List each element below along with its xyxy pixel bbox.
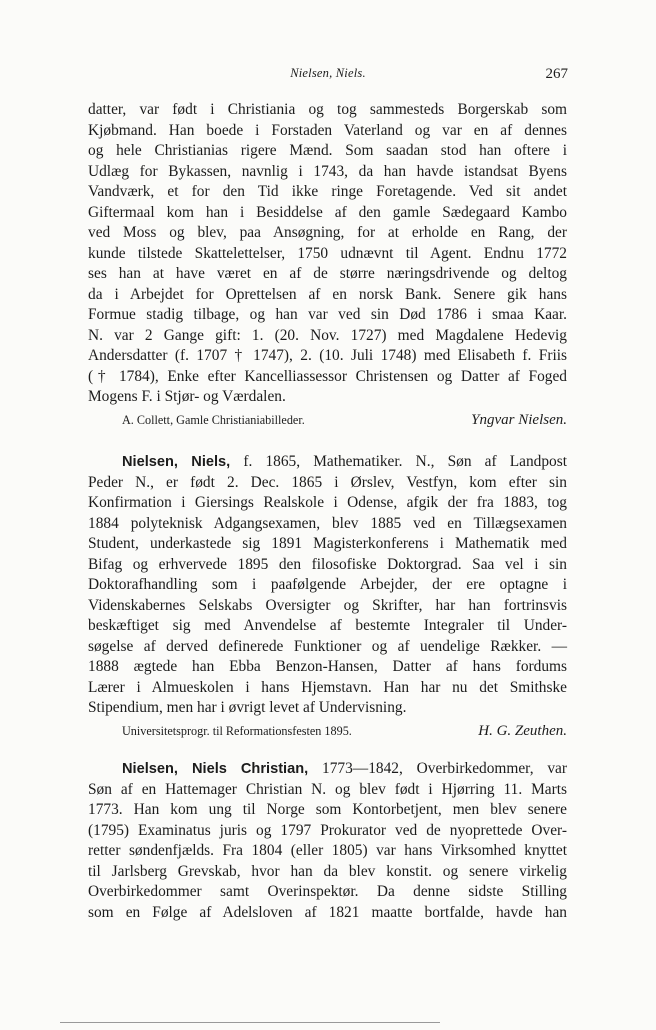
text-line: Lærer i Almueskolen i hans Hjemstavn. Han har nu det Smithske	[88, 678, 567, 696]
text-line: Bifag og erhvervede 1895 den filosofiske Doktorgrad. Saa vel i sin	[88, 555, 567, 573]
text-line: Giftermaal kom han i Besiddelse af den gamle Sædegaard Kambo	[88, 203, 567, 221]
source-text: Universitetsprogr. til Reformationsfesten 1895.	[122, 723, 352, 738]
text-line: Peder N., er født 2. Dec. 1865 i Ørslev, Vestfyn, kom efter sin	[88, 473, 567, 491]
text-line: Konfirmation i Giersings Realskole i Odense, afgik der fra 1883, tog	[88, 494, 567, 511]
entry-nielsen-continuation	[88, 100, 567, 432]
author-signature: Yngvar Nielsen.	[471, 411, 567, 428]
text-fragment: f. 1865, Mathematiker. N., Søn af Landpost	[230, 453, 567, 470]
text-line: ved Moss og blev, paa Ansøgning, for at erholde en Rang, der	[88, 224, 567, 241]
headword: Nielsen, Niels,	[122, 454, 231, 470]
text-line: datter, var født i Christiania og tog sammesteds Borgerskab som	[88, 101, 567, 118]
text-line: († 1784), Enke efter Kancelliassessor Christensen og Datter af Foged	[88, 367, 567, 385]
text-line: kunde tilstede Skattelettelser, 1750 udnævnt til Agent. Endnu 1772	[88, 244, 567, 262]
author-signature: H. G. Zeuthen.	[478, 722, 567, 739]
text-line: søgelse af derved definerede Funktioner og af uendelige Rækker. —	[88, 637, 567, 655]
text-line: Udlæg for Bykassen, navnlig i 1743, da han havde istandsat Byens	[88, 162, 567, 180]
text-line: 1773. Han kom ung til Norge som Kontorbetjent, men blev senere	[88, 801, 567, 818]
text-line: beskæftiget sig med Anvendelse af bestemte Integraler til Under-	[88, 617, 567, 634]
text-line: Videnskabernes Selskabs Oversigter og Skrifter, har han fortrinsvis	[88, 596, 567, 614]
source-citation	[88, 719, 567, 743]
text-line: da i Arbejdet for Oprettelsen af en norsk Bank. Senere gik hans	[88, 285, 567, 303]
entry-first-line	[88, 452, 567, 473]
text-line: Overbirkedommer samt Overinspektør. Da denne sidste Stilling	[88, 883, 567, 900]
entry-nielsen-niels	[88, 452, 567, 743]
headword: Nielsen, Niels Christian,	[122, 761, 309, 777]
text-line: Søn af en Hattemager Christian N. og blev født i Hjørring 11. Marts	[88, 780, 567, 798]
text-line: 1884 polyteknisk Adgangsexamen, blev 1885 ved en Tillægsexamen	[88, 514, 567, 532]
text-line: (1795) Examinatus juris og 1797 Prokurator ved de nyoprettede Over-	[88, 821, 567, 839]
running-head	[0, 66, 656, 86]
text-line: Vandværk, et for den Tid ikke ringe Foretagende. Ved sit andet	[88, 183, 567, 200]
text-line: Kjøbmand. Han boede i Forstaden Vaterland og var en af dennes	[88, 121, 567, 139]
running-title: Nielsen, Niels.	[290, 66, 366, 80]
text-line: og hele Christianias rigere Mænd. Som saadan stod han oftere i	[88, 142, 567, 159]
text-line: Doktorafhandling som i paafølgende Arbejder, der ere optagne i	[88, 576, 567, 593]
text-line: Formue stadig tilbage, og han var ved sin Død 1786 i smaa Kaar.	[88, 306, 567, 323]
text-line: 1888 ægtede han Ebba Benzon-Hansen, Datter af hans fordums	[88, 658, 567, 675]
entry-first-line	[88, 759, 567, 780]
page-number: 267	[545, 66, 568, 82]
text-fragment: 1773—1842, Overbirkedommer, var	[308, 760, 568, 777]
source-text: A. Collett, Gamle Christianiabilleder.	[122, 412, 305, 427]
text-line: Andersdatter (f. 1707 † 1747), 2. (10. Juli 1748) med Elisabeth f. Friis	[88, 347, 567, 364]
text-line: Stipendium, men har i øvrigt levet af Undervisning.	[88, 699, 407, 716]
source-citation	[88, 408, 567, 432]
text-line: N. var 2 Gange gift: 1. (20. Nov. 1727) med Magdalene Hedevig	[88, 326, 567, 344]
entry-nielsen-niels-christian	[88, 759, 567, 923]
text-line: Mogens F. i Stjør- og Værdalen.	[88, 388, 286, 405]
text-line: til Jarlsberg Grevskab, hvor han da blev konstit. og senere virkelig	[88, 862, 567, 880]
text-line: Student, underkastede sig 1891 Magisterkonferens i Mathematik med	[88, 535, 567, 552]
text-line: retter søndenfjælds. Fra 1804 (eller 1805) var hans Virksomhed knyttet	[88, 842, 567, 859]
text-line: ses han at have været en af de større næringsdrivende og deltog	[88, 265, 567, 282]
page-edge-rule	[60, 1022, 440, 1023]
text-line: som en Følge af Adelsloven af 1821 maatte bortfalde, havde han	[88, 903, 567, 921]
